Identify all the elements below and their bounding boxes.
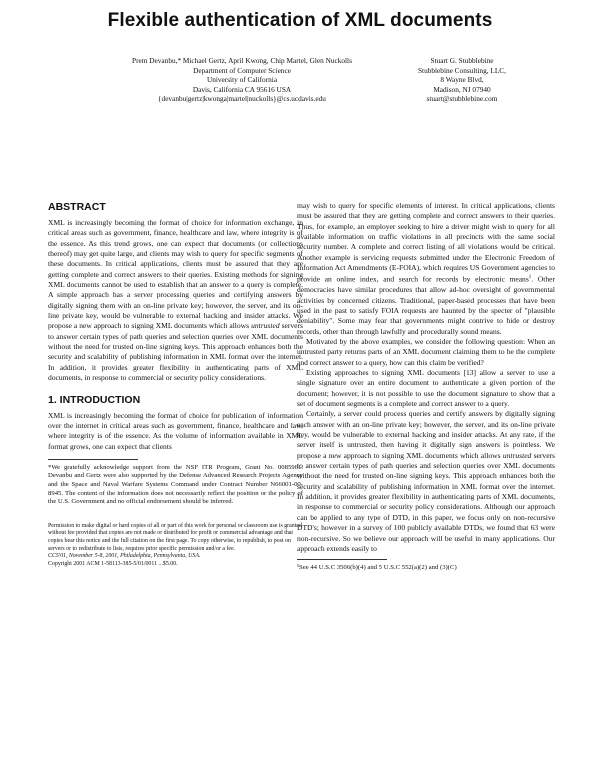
body-paragraph-3: Existing approaches to signing XML documents [13] allow a server to use a single signature over an entire document to authenticate a given portion of the document; however, it is not possible to use the document signature to show that a set of document segments is a complete and correct answer to a query. [297,368,555,409]
abstract-text-part1: XML is increasingly becoming the format of choice for information exchange, in critical areas such as government, finance, healthcare and law, where integrity is of the essence. As this trend grows, one can expect that documents (or collections thereof) may get quite large, and clients may wish to query for specific segments of these documents. In critical applications, clients must be assured that they are getting complete and correct answers to their queries. Existing methods for signing XML documents cannot be used to establish that an answer to a query is complete. A simple approach has a server processing queries and certifying answers by digitally signing them with an on-line private key; however, the server, and its on-line private key, would be vulnerable to external hacking and insider attacks. We propose a new approach to signing XML documents which allows [48,218,303,331]
author-company: Stubblebine Consulting, LLC, [418,65,506,75]
body-p1-end: . Other democracies have similar procedures that allow ad-hoc oversight of governmental activities by concerned citizens. Traditional, paper-based processes that have been used in the past to satisfy FOIA requests are haunted by the specter of "plausible deniability". Some may fear that governments might contrive to hide or destroy records, other than through lawfully and procedurally sound means. [297,274,555,336]
author-university: University of California [206,75,278,85]
body-p1-text: may wish to query for specific elements of interest. In critical applications, clients must be assured that they are getting complete and correct answers to their queries. Thus, for example, an employer seeking to hire a driver might wish to query for all available information on traffic violations in all precincts with the same social security number. A complete and correct listing of all violations would be critical. Another example is servicing requests submitted under the Electronic Freedom of Information Act Amendments (E-FOIA), which requires US Government agencies to provide an online index, and search for records by electronic means [297,201,555,284]
author-street: 8 Wayne Blvd, [440,75,484,85]
venue-line: CCS'01, November 5-8, 2001, Philadelphia, Pennsylvania, USA. [48,553,201,560]
body-p4-part1: Certainly, a server could process queries and certify answers by digitally signing each answer with an on-line private key; however, the server, and its on-line private key, would be vulnerable to external hacking and insider attacks. At any rate, if the server itself is untrusted, then having it digitally sign answers is pointless. We propose a new approach to signing XML documents which allows [297,409,555,460]
funding-footnote: *We gratefully acknowledge support from the NSF ITR Program, Grant No. 0085961. Devanbu and Gertz were also supported by the Defense Advanced Research Projects Agency and the Space and Naval Warfare Systems Command under Contract Number N66001-00-8945. The content of the information does not necessarily reflect the position or the policy of the U.S. Government and no official endorsement should be inferred. [48,463,303,506]
copyright-line: Copyright 2001 ACM 1-58113-385-5/01/0011 ...$5.00. [48,560,178,567]
body-paragraph-2: Motivated by the above examples, we consider the following question: When an untrusted party returns parts of an XML document claiming them to be the complete and correct answer to a query, how can this claim be verified? [297,336,555,367]
body-paragraph-1 [297,201,555,337]
author-name: Stuart G. Stubblebine [430,56,494,65]
author-city: Madison, NJ 07940 [433,84,491,94]
left-column [48,201,303,568]
author-block-ucdavis [92,56,392,104]
body-paragraph-4 [297,409,555,554]
author-block-stubblebine [382,56,542,104]
permission-notice: Permission to make digital or hard copies of all or part of this work for personal or classroom use is granted without fee provided that copies are not made or distributed for profit or commercial advantage and that copies bear this notice and the full citation on the first page. To copy otherwise, to republish, to post on servers or to redistribute to lists, requires prior specific permission and/or a fee. [48,522,302,552]
abstract-emphasis: untrusted [251,321,280,331]
footnote-1: ¹See 44 U.S.C 3506(b)(4) and 5 U.S.C 552(a)(2) and (3)(C) [297,564,457,572]
body-p4-emphasis: untrusted [502,450,532,460]
author-names: Prem Devanbu,* Michael Gertz, April Kwong, Chip Martel, Glen Nuckolls [132,56,352,65]
author-address: Davis, California CA 95616 USA [192,84,292,94]
paper-title: Flexible authentication of XML documents [107,10,493,31]
abstract-text [48,218,303,384]
author-emails: {devanbu|gertz|kwonga|martel|nuckolls}@cs.ucdavis.edu [158,94,326,104]
body-p4-part2: servers to answer certain types of path queries and selection queries over XML documents without the need for trusted on-line signing keys. This approach enhances both the security and scalability of publishing information in XML format over the internet. In addition, it provides greater flexibility in authenticating parts of XML documents, in response to commercial or security policy considerations. Although our approach can be applied to any type of DTD, in this paper, we focus only on non-recursive DTD's; however in a survey of 100 publicly available DTDs, we found that 63 were non-recursive. So we believe our approach will be useful in many applications. Our approach extends easily to [297,450,555,553]
author-department: Department of Computer Science [193,65,291,75]
abstract-heading: ABSTRACT [48,201,106,213]
author-email: stuart@stubblebine.com [426,94,498,104]
footnote-rule-right [297,559,387,560]
introduction-heading: 1. INTRODUCTION [48,393,141,406]
footnote-ref-1: 1 [528,275,532,281]
right-column [297,201,555,573]
footnote-rule [48,459,138,460]
introduction-text: XML is increasingly becoming the format of choice for publication of information over the internet in critical areas such as government, finance, healthcare and law, where integrity is of the essence. As the volume of information available in XML format grows, one can expect that clients [48,410,303,451]
abstract-text-part2: servers to answer certain types of path queries and selection queries over XML documents without the need for trusted on-line signing keys. This approach enhances both the security and scalability of publishing information in XML format over the internet. In addition, it provides greater flexibility in authenticating parts of XML documents, in response to commercial or security policy considerations. [48,321,303,383]
